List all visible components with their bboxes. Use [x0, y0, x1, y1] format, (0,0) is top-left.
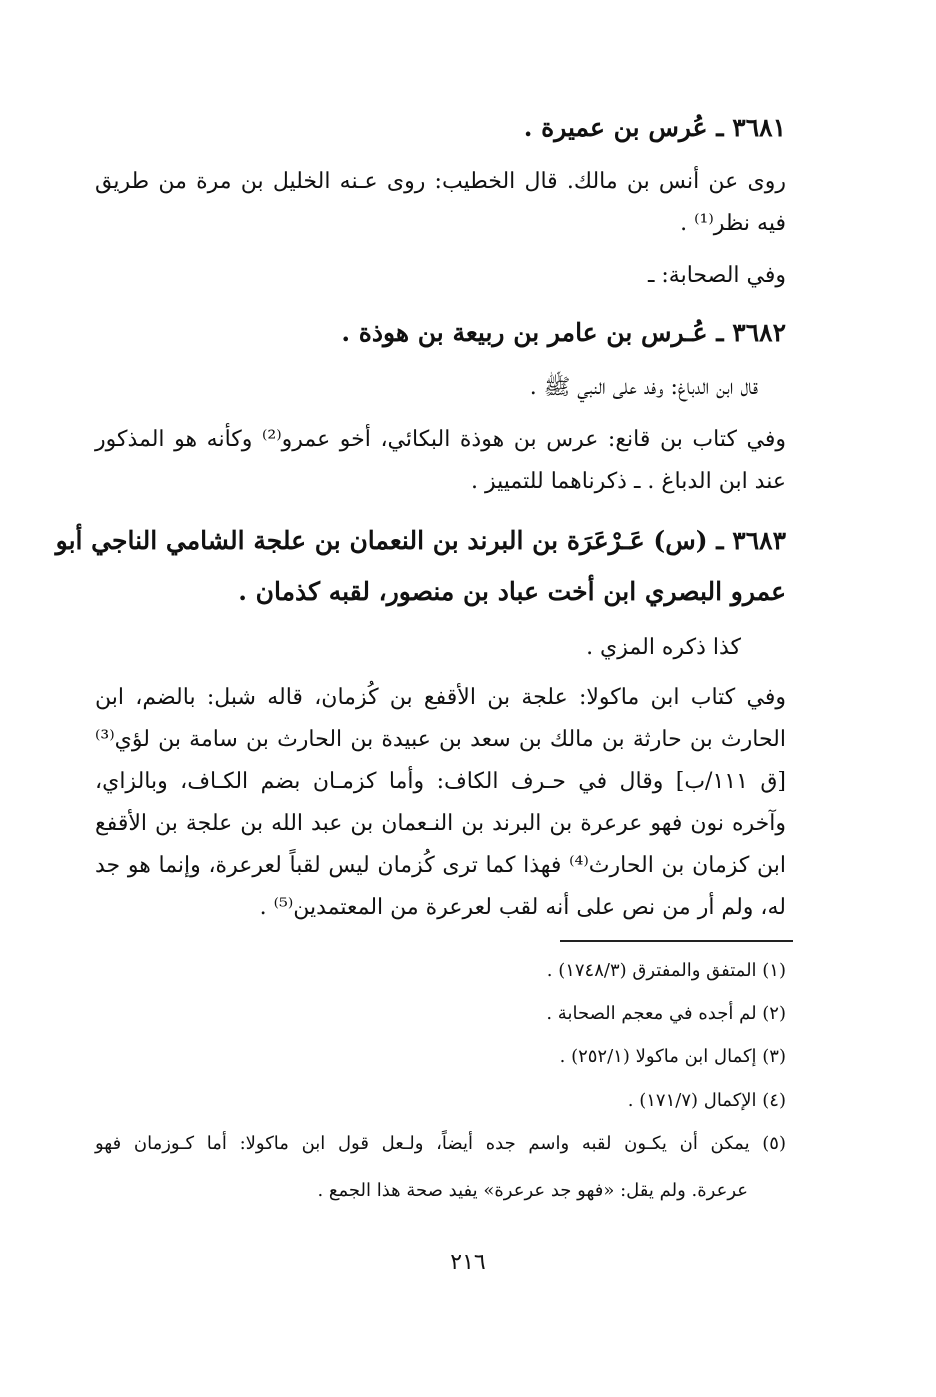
footnote: (١) المتفق والمفترق (١٧٤٨/٣) .: [546, 960, 786, 981]
footnote: (٣) إكمال ابن ماكولا (٢٥٢/١) .: [559, 1046, 786, 1067]
footnote: (٢) لم أجده في معجم الصحابة .: [546, 1003, 786, 1024]
entry-text-line: وفي كتاب ابن ماكولا: علجة بن الأقفع بن كُزمان، قاله شبل: بالضم، ابن: [95, 685, 786, 710]
entry-text-line: قال ابن الدباغ: وفد على النبي ﷺ .: [529, 375, 758, 400]
entry-text-line: [ق ١١١/ب] وقال في حـرف الكاف: وأما كزمـان بضم الكـاف، وبالزاي،: [95, 769, 786, 794]
section-label: وفي الصحابة: ـ: [647, 263, 786, 288]
entry-text-line: فيه نظر⁽¹⁾ .: [680, 211, 786, 236]
entry-text-line: وفي كتاب بن قانع: عرس بن هوذة البكائي، أخو عمرو⁽²⁾ وكأنه هو المذكور: [95, 427, 786, 452]
footnote: (٤) الإكمال (١٧١/٧) .: [627, 1090, 786, 1111]
entry-text-line: وآخره نون فهو عرعرة بن البرند بن النـعمان بن عبد الله بن علجة بن الأقفع: [95, 811, 786, 836]
entry-heading: ٣٦٨١ ـ عُرس بن عميرة .: [523, 113, 786, 142]
entry-heading: ٣٦٨٢ ـ عُـرس بن عامر بن ربيعة بن هوذة .: [341, 318, 786, 347]
entry-text-line: له، ولم أر من نص على أنه لقب لعرعرة من المعتمدين⁽⁵⁾ .: [259, 895, 786, 920]
entry-heading: عمرو البصري ابن أخت عباد بن منصور، لقبه كذمان .: [238, 577, 786, 606]
entry-text-line: عند ابن الدباغ . ـ ذكرناهما للتمييز .: [470, 469, 786, 494]
footnote-divider: [560, 940, 793, 942]
footnote-continuation: عرعرة. ولم يقل: «فهو جد عرعرة» يفيد صحة هذا الجمع .: [317, 1180, 748, 1201]
entry-text-line: الحارث بن حارثة بن مالك بن سعد بن عبيدة بن الحارث بن سامة بن لؤي⁽³⁾: [95, 727, 786, 752]
entry-text-line: كذا ذكره المزي .: [586, 635, 741, 660]
page-number: ٢١٦: [450, 1250, 486, 1275]
footnote: (٥) يمكن أن يكـون لقبه واسم جده أيضاً، ولـعل قول ابن ماكولا: أما كـوزمان فهو: [95, 1133, 786, 1154]
entry-heading: ٣٦٨٣ ـ (س) عَـرْعَرَة بن البرند بن النعمان بن علجة الشامي الناجي أبو: [55, 526, 786, 555]
entry-text-line: روى عن أنس بن مالك. قال الخطيب: روى عـنه الخليل بن مرة من طريق: [95, 169, 786, 194]
entry-text-line: ابن كزمان بن الحارث⁽⁴⁾ فهذا كما ترى كُزمان ليس لقباً لعرعرة، وإنما هو جد: [95, 853, 787, 878]
